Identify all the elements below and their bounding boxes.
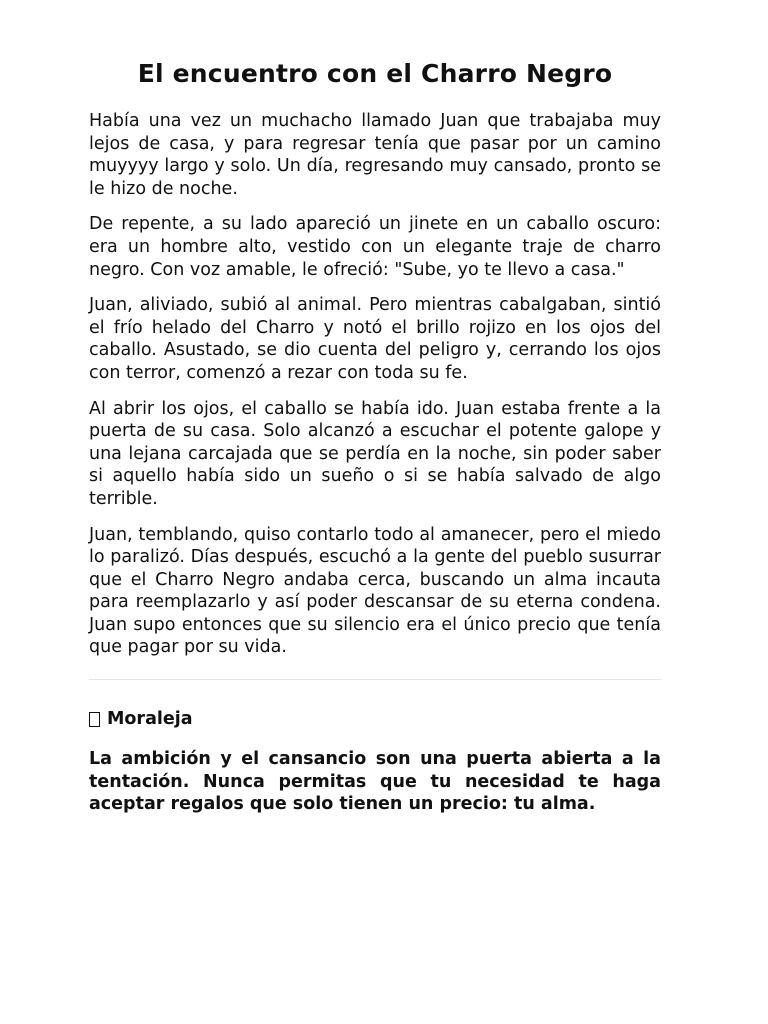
- story-paragraph-3: Juan, aliviado, subió al animal. Pero mientras cabalgaban, sintió el frío helado del Charro y notó el brillo rojizo en los ojos del caballo. Asustado, se dio cuenta del peligro y, cerrando los ojos con terror, comenzó a rezar con toda su fe.: [89, 295, 661, 383]
- story-paragraph-2: De repente, a su lado apareció un jinete en un caballo oscuro: era un hombre alto, vestido con un elegante traje de charro negro. Con voz amable, le ofreció: "Sube, yo te llevo a casa.": [89, 214, 661, 280]
- moral-heading-label: Moraleja: [107, 709, 193, 730]
- story-paragraph-4: Al abrir los ojos, el caballo se había ido. Juan estaba frente a la puerta de su casa. Solo alcanzó a escuchar el potente galope y una lejana carcajada que se perdía en la noche, sin poder saber si aquello había sido un sueño o si se había salvado de algo terrible.: [89, 398, 661, 509]
- missing-glyph-icon: [89, 712, 100, 727]
- story-paragraph-1: Había una vez un muchacho llamado Juan que trabajaba muy lejos de casa, y para regresar tenía que pasar por un camino muyyyy largo y solo. Un día, regresando muy cansado, pronto se le hizo de noche.: [89, 111, 661, 199]
- moral-heading: [89, 708, 661, 730]
- moral-text: La ambición y el cansancio son una puerta abierta a la tentación. Nunca permitas que tu necesidad te haga aceptar regalos que solo tienen un precio: tu alma.: [89, 749, 661, 815]
- section-divider: [89, 679, 661, 680]
- document-page: [89, 58, 661, 816]
- story-paragraph-5: Juan, temblando, quiso contarlo todo al amanecer, pero el miedo lo paralizó. Días después, escuchó a la gente del pueblo susurrar que el Charro Negro andaba cerca, buscando un alma incauta para reemplazarlo y así poder descansar de su eterna condena. Juan supo entonces que su silencio era el único precio que tenía que pagar por su vida.: [89, 524, 661, 658]
- page-title: El encuentro con el Charro Negro: [137, 59, 613, 88]
